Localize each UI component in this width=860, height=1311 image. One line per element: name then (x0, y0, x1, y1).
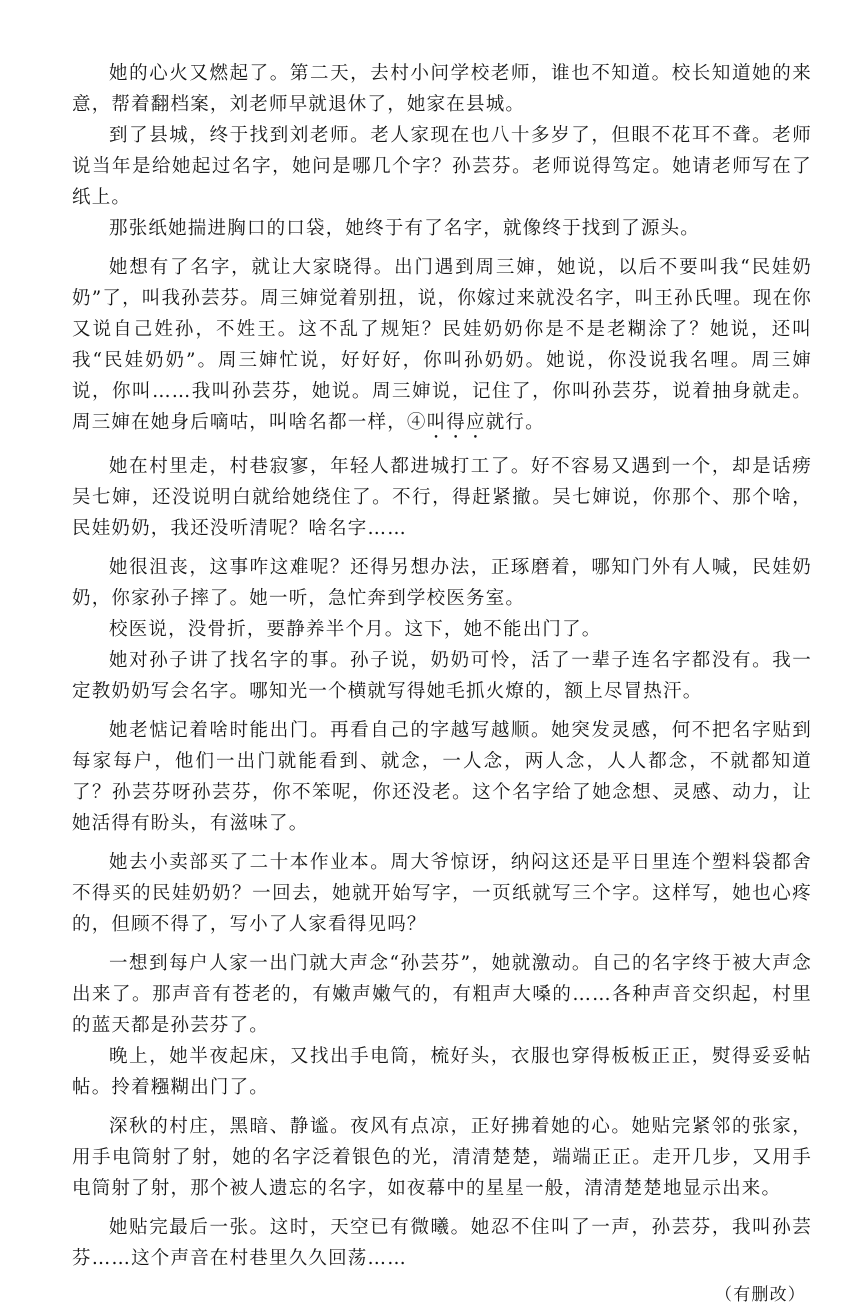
paragraph-5: 她在村里走，村巷寂寥，年轻人都进城打工了。好不容易又遇到一个，却是话痨吴七婶，还没说明白就给她绕住了。不行，得赶紧撤。吴七婶说，你那个、那个啥，民娃奶奶，我还没听清呢？啥名字…… (72, 456, 812, 539)
paragraph-4 (72, 252, 812, 443)
paragraph-4-text: 她想有了名字，就让大家晓得。出门遇到周三婶，她说，以后不要叫我“民娃奶奶”了，叫我孙芸芬。周三婶觉着别扭，说，你嫁过来就没名字，叫王孙氏哩。现在你又说自己姓孙，不姓王。这不乱了规矩？民娃奶奶你是不是老糊涂了？她说，还叫我“民娃奶奶”。周三婶忙说，好好好，你叫孙奶奶。她说，你没说我名哩。周三婶说，你叫……我叫孙芸芬，她说。周三婶说，记住了，你叫孙芸芬，说着抽身就走。周三婶在她身后嘀咕，叫啥名都一样， (72, 257, 812, 433)
paragraph-6: 她很沮丧，这事咋这难呢？还得另想办法，正琢磨着，哪知门外有人喊，民娃奶奶，你家孙子摔了。她一听，急忙奔到学校医务室。 (72, 557, 812, 609)
paragraph-10: 她去小卖部买了二十本作业本。周大爷惊讶，纳闷这还是平日里连个塑料袋都舍不得买的民娃奶奶？一回去，她就开始写字，一页纸就写三个字。这样写，她也心疼的，但顾不得了，写小了人家看得见吗？ (72, 852, 812, 935)
question-marker-4: ④ (406, 412, 427, 433)
paragraph-9: 她老惦记着啥时能出门。再看自己的字越写越顺。她突发灵感，何不把名字贴到每家每户，他们一出门就能看到、就念，一人念，两人念，人人都念，不就都知道了？孙芸芬呀孙芸芬，你不笨呢，你还没老。这个名字给了她念想、灵感、动力，让她活得有盼头，有滋味了。 (72, 720, 812, 834)
emphasized-phrase: 叫得应 (426, 412, 486, 433)
paragraph-4-ending: 就行。 (485, 412, 545, 433)
paragraph-7: 校医说，没骨折，要静养半个月。这下，她不能出门了。 (109, 619, 602, 640)
paragraph-8: 她对孙子讲了找名字的事。孙子说，奶奶可怜，活了一辈子连名字都没有。我一定教奶奶写会名字。哪知光一个横就写得她毛抓火燎的，额上尽冒热汗。 (72, 650, 812, 702)
paragraph-13: 深秋的村庄，黑暗、静谧。夜风有点凉，正好拂着她的心。她贴完紧邻的张家，用手电筒射了射，她的名字泛着银色的光，清清楚楚，端端正正。走开几步，又用手电筒射了射，那个被人遗忘的名字，如夜幕中的星星一般，清清楚楚地显示出来。 (72, 1116, 812, 1199)
paragraph-2: 到了县城，终于找到刘老师。老人家现在也八十多岁了，但眼不花耳不聋。老师说当年是给她起过名字，她问是哪几个字？孙芸芬。老师说得笃定。她请老师写在了纸上。 (72, 125, 812, 208)
paragraph-11: 一想到每户人家一出门就大声念“孙芸芬”，她就激动。自己的名字终于被大声念出来了。那声音有苍老的，有嫩声嫩气的，有粗声大嗓的……各种声音交织起，村里的蓝天都是孙芸芬了。 (72, 953, 812, 1036)
paragraph-1: 她的心火又燃起了。第二天，去村小问学校老师，谁也不知道。校长知道她的来意，帮着翻档案，刘老师早就退休了，她家在县城。 (72, 63, 812, 115)
paragraph-14: 她贴完最后一张。这时，天空已有微曦。她忍不住叫了一声，孙芸芬，我叫孙芸芬……这个声音在村巷里久久回荡…… (72, 1217, 812, 1269)
article (72, 58, 812, 1311)
paragraph-12: 晚上，她半夜起床，又找出手电筒，梳好头，衣服也穿得板板正正，熨得妥妥帖帖。拎着糨糊出门了。 (72, 1046, 812, 1098)
source-note: （有删改） (715, 1285, 806, 1305)
paragraph-3: 那张纸她揣进胸口的口袋，她终于有了名字，就像终于找到了源头。 (109, 218, 701, 239)
